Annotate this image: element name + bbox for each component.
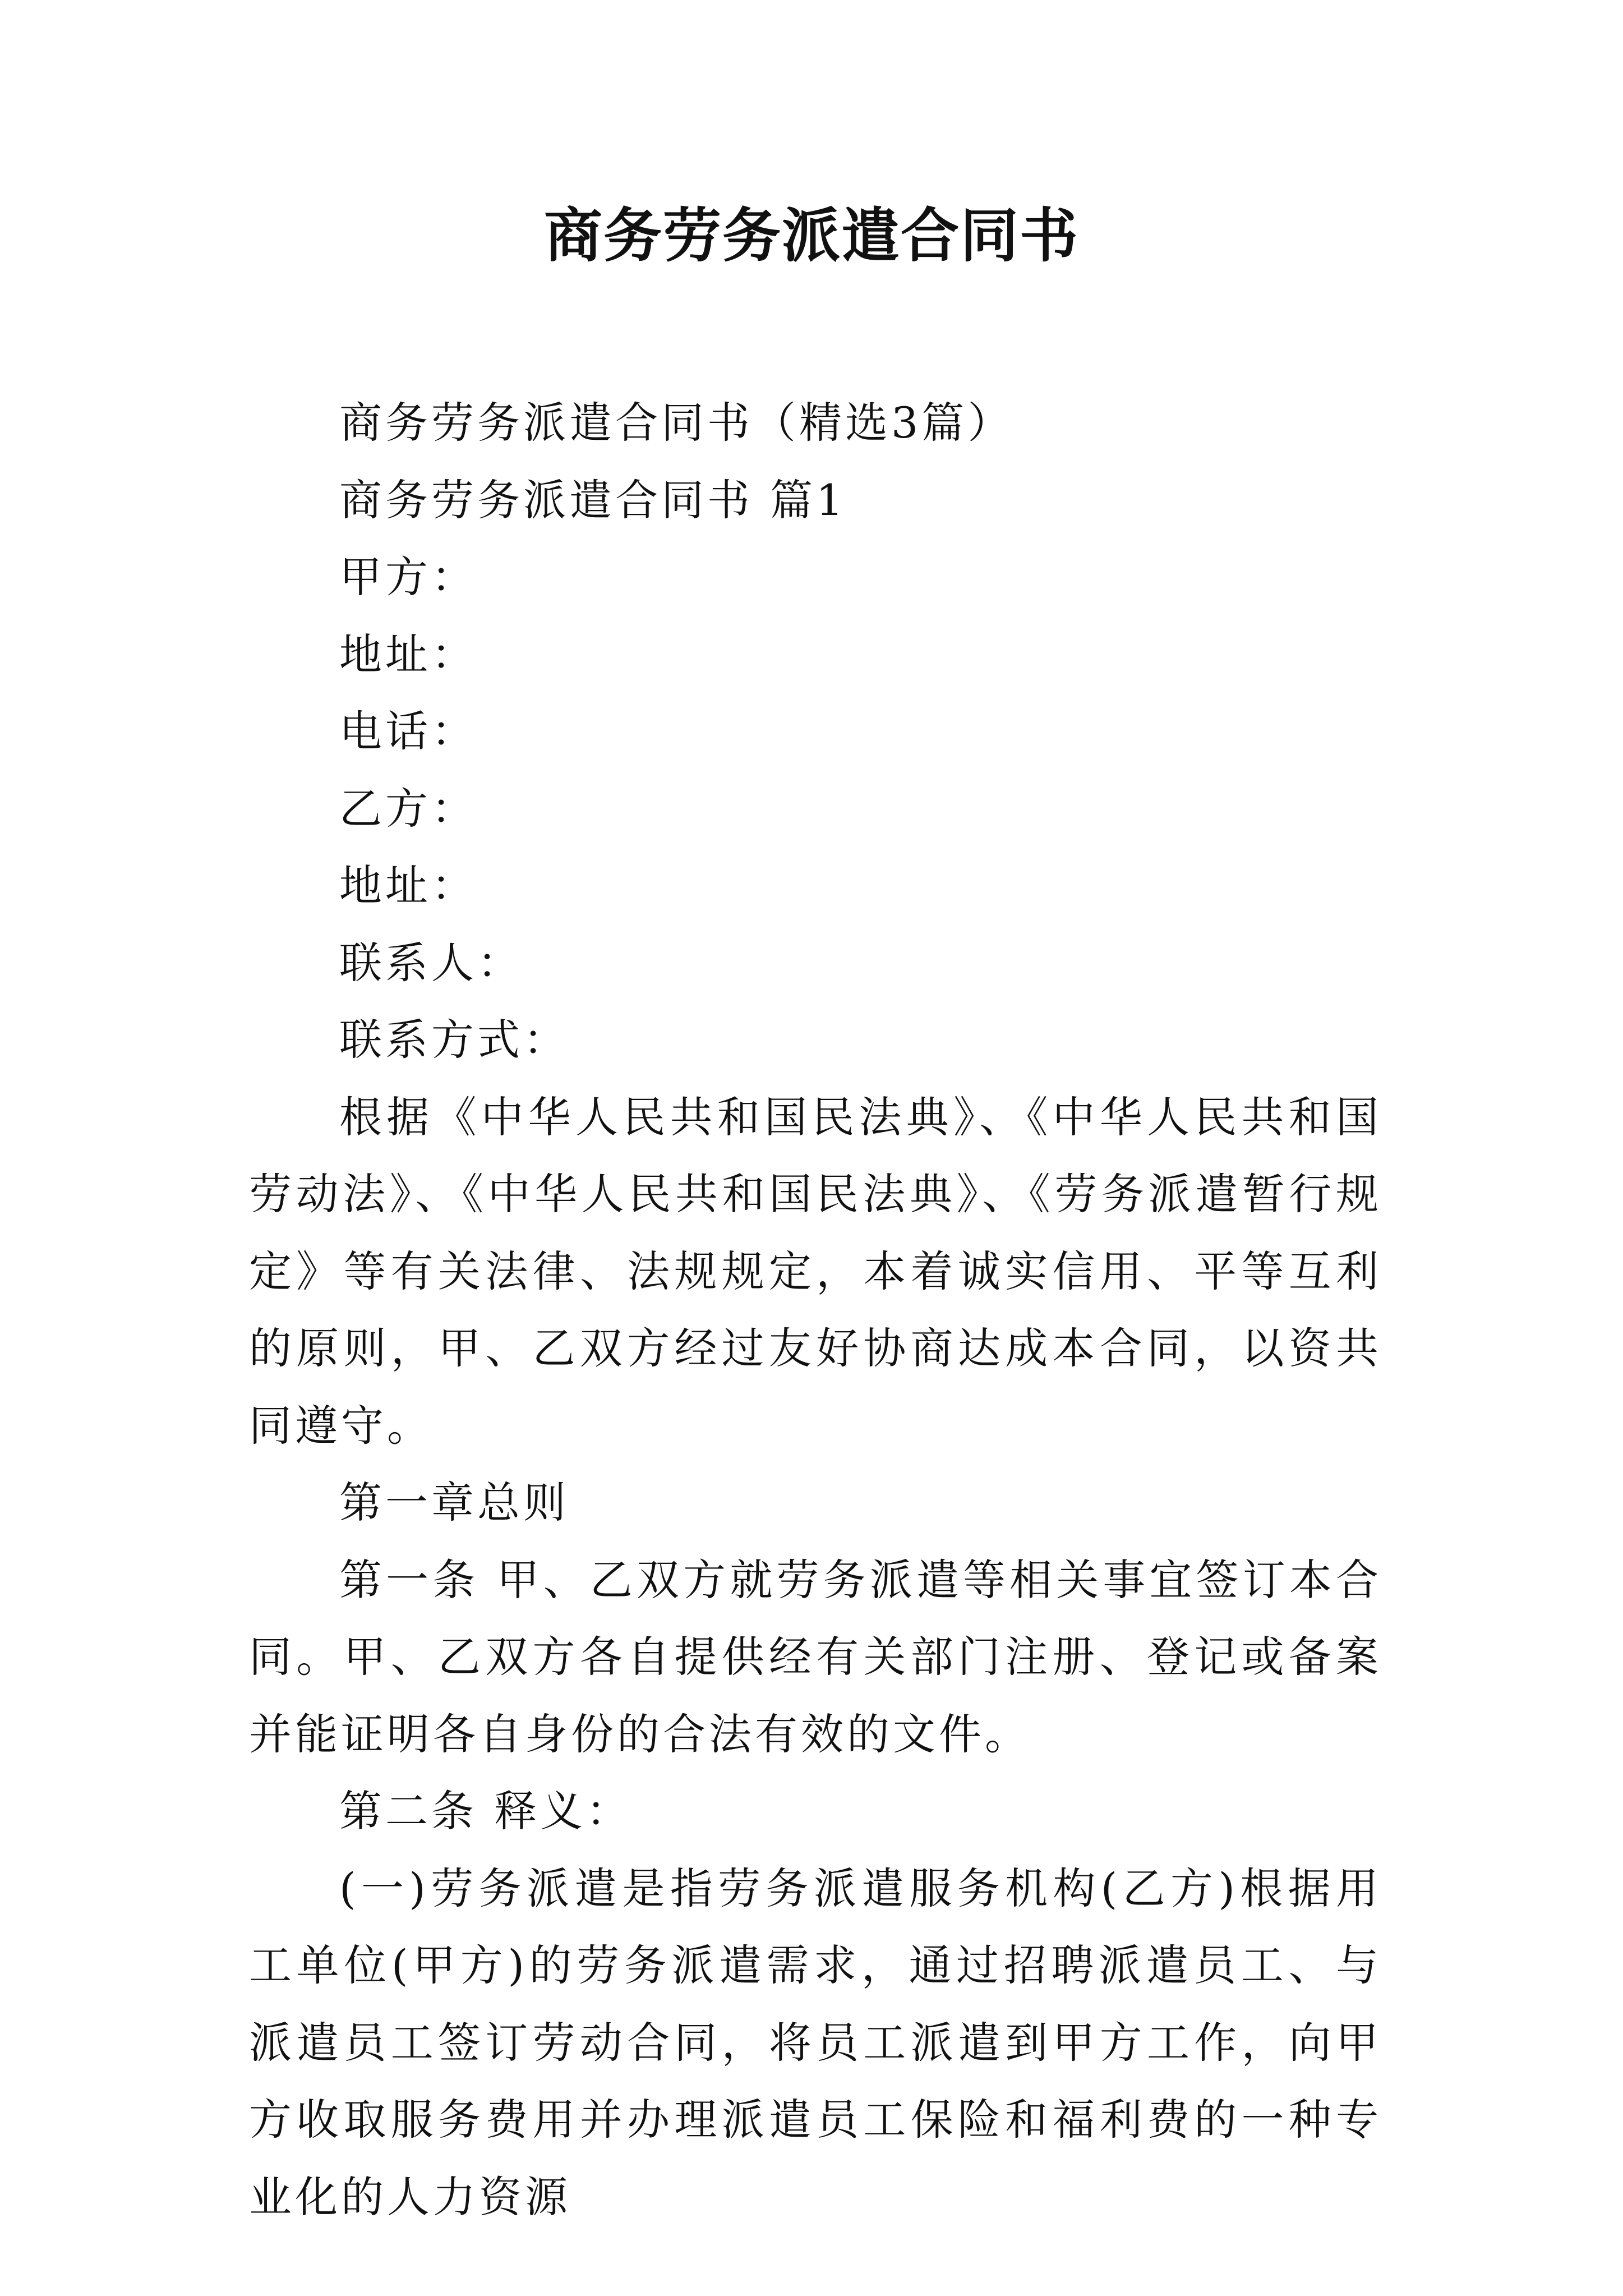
party-a-label: 甲方：: [339, 552, 477, 602]
party-b-label: 乙方：: [339, 783, 477, 834]
article-2-heading: 第二条 释义：: [339, 1786, 633, 1836]
party-b-contact-method-label: 联系方式：: [339, 1015, 569, 1065]
party-a-phone-label: 电话：: [339, 706, 477, 756]
article-1-paragraph: 第一条 甲、乙双方就劳务派遣等相关事宜签订本合同。甲、乙双方各自提供经有关部门注册、登记或备案并能证明各自身份的合法有效的文件。: [249, 1554, 1382, 1759]
party-b-address-label: 地址：: [339, 861, 477, 910]
party-a-address-label: 地址：: [339, 629, 477, 679]
preamble-paragraph: 根据《中华人民共和国民法典》、《中华人民共和国劳动法》、《中华人民共和国民法典》、《劳务派遣暂行规定》等有关法律、法规规定，本着诚实信用、平等互利的原则，甲、乙双方经过友好协商达成本合同，以资共同遵守。: [249, 1092, 1382, 1451]
subtitle-line: 商务劳务派遣合同书（精选3篇）: [339, 398, 1014, 448]
article-2-clause-1: (一)劳务派遣是指劳务派遣服务机构(乙方)根据用工单位(甲方)的劳务派遣需求，通过招聘派遣员工、与派遣员工签订劳动合同，将员工派遣到甲方工作，向甲方收取服务费用并办理派遣员工保险和福利费的一种专业化的人力资源: [249, 1863, 1382, 2222]
document-title: 商务劳务派遣合同书: [543, 201, 1079, 270]
chapter-heading: 第一章总则: [339, 1478, 569, 1527]
section-heading: 商务劳务派遣合同书 篇1: [339, 475, 847, 525]
document-body: [249, 384, 1382, 2235]
party-b-contact-label: 联系人：: [339, 937, 523, 988]
